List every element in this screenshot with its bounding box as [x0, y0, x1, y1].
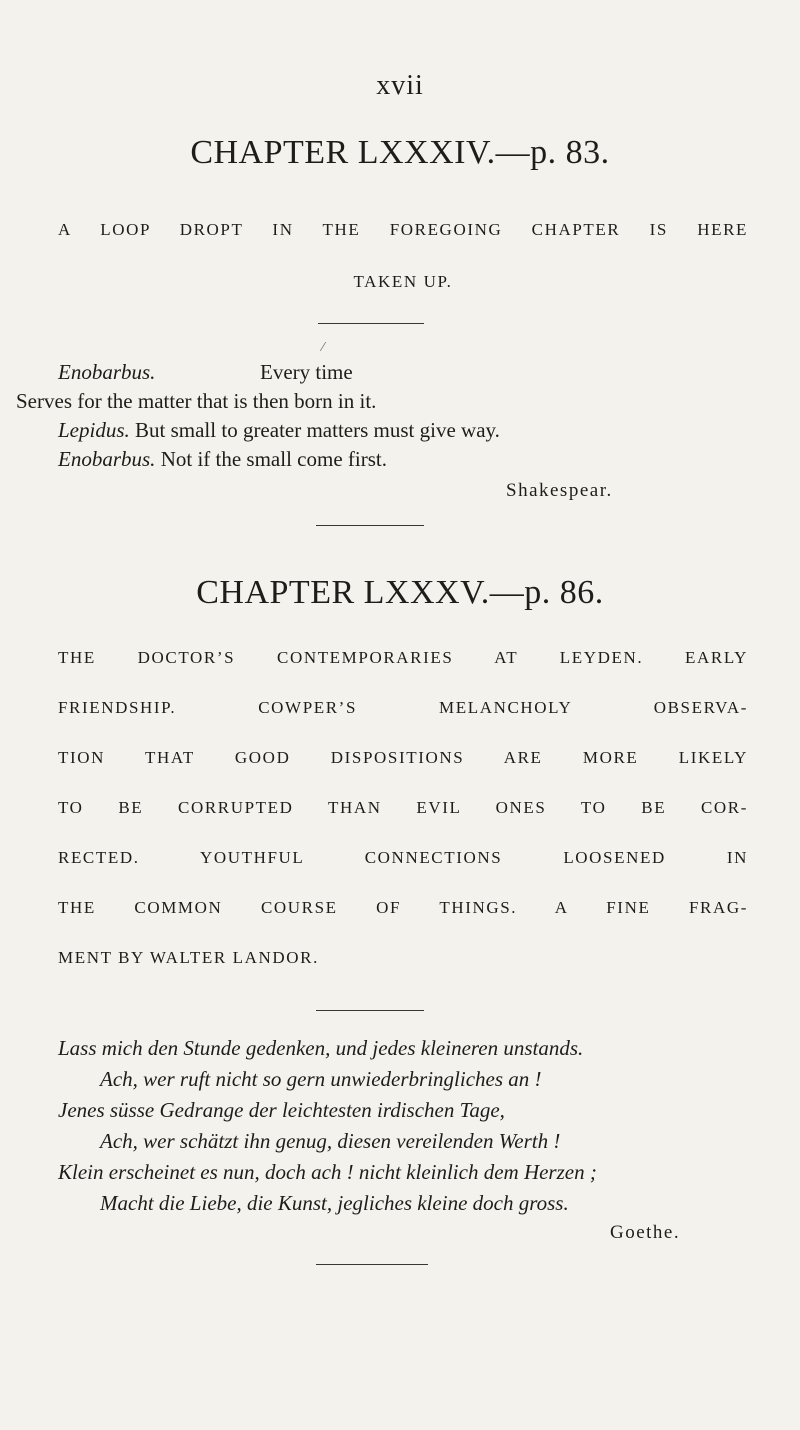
verse-text: Not if the small come first.	[160, 447, 387, 471]
attribution-goethe: Goethe.	[610, 1222, 681, 1243]
verse-line	[58, 360, 353, 385]
verse-line: Lass mich den Stunde gedenken, und jedes kleineren unstands.	[58, 1036, 584, 1060]
summary-line: THE COMMON COURSE OF THINGS. A FINE FRAG-	[58, 898, 748, 917]
summary-line: FRIENDSHIP. COWPER’S MELANCHOLY OBSERVA-	[58, 698, 748, 717]
verse-line: Ach, wer ruft nicht so gern unwiederbringliches an !	[100, 1067, 542, 1091]
summary-line: A LOOP DROPT IN THE FOREGOING CHAPTER IS HERE	[58, 220, 748, 239]
verse-line: Ach, wer schätzt ihn genug, diesen vereilenden Werth !	[100, 1129, 561, 1153]
verse-line	[58, 447, 387, 472]
section-rule	[316, 1264, 428, 1265]
print-mark: ⁄	[322, 340, 325, 354]
summary-line: TAKEN UP.	[353, 272, 453, 291]
verse-line: Klein erscheinet es nun, doch ach ! nicht kleinlich dem Herzen ;	[58, 1160, 597, 1184]
verse-line: Macht die Liebe, die Kunst, jegliches kleine doch gross.	[100, 1191, 569, 1215]
speaker-name: Lepidus.	[58, 418, 130, 442]
page-number: xvii	[376, 70, 424, 101]
chapter-84-heading: CHAPTER LXXXIV.—p. 83.	[190, 134, 610, 171]
chapter-85-heading: CHAPTER LXXXV.—p. 86.	[196, 574, 604, 611]
speaker-name: Enobarbus.	[58, 447, 156, 471]
verse-line	[58, 418, 500, 443]
verse-text: But small to greater matters must give way.	[135, 418, 500, 442]
speaker-name: Enobarbus.	[58, 360, 156, 384]
summary-line: MENT BY WALTER LANDOR.	[58, 948, 319, 967]
section-rule	[316, 525, 424, 526]
verse-text: Every time	[260, 360, 353, 384]
section-rule	[316, 1010, 424, 1011]
summary-line: TION THAT GOOD DISPOSITIONS ARE MORE LIKELY	[58, 748, 748, 767]
summary-line: TO BE CORRUPTED THAN EVIL ONES TO BE COR-	[58, 798, 748, 817]
verse-line: Jenes süsse Gedrange der leichtesten irdischen Tage,	[58, 1098, 505, 1122]
summary-line: THE DOCTOR’S CONTEMPORARIES AT LEYDEN. EARLY	[58, 648, 748, 667]
verse-line: Serves for the matter that is then born in it.	[16, 389, 377, 413]
attribution-shakespear: Shakespear.	[506, 480, 613, 501]
summary-line: RECTED. YOUTHFUL CONNECTIONS LOOSENED IN	[58, 848, 748, 867]
section-rule	[318, 323, 424, 324]
